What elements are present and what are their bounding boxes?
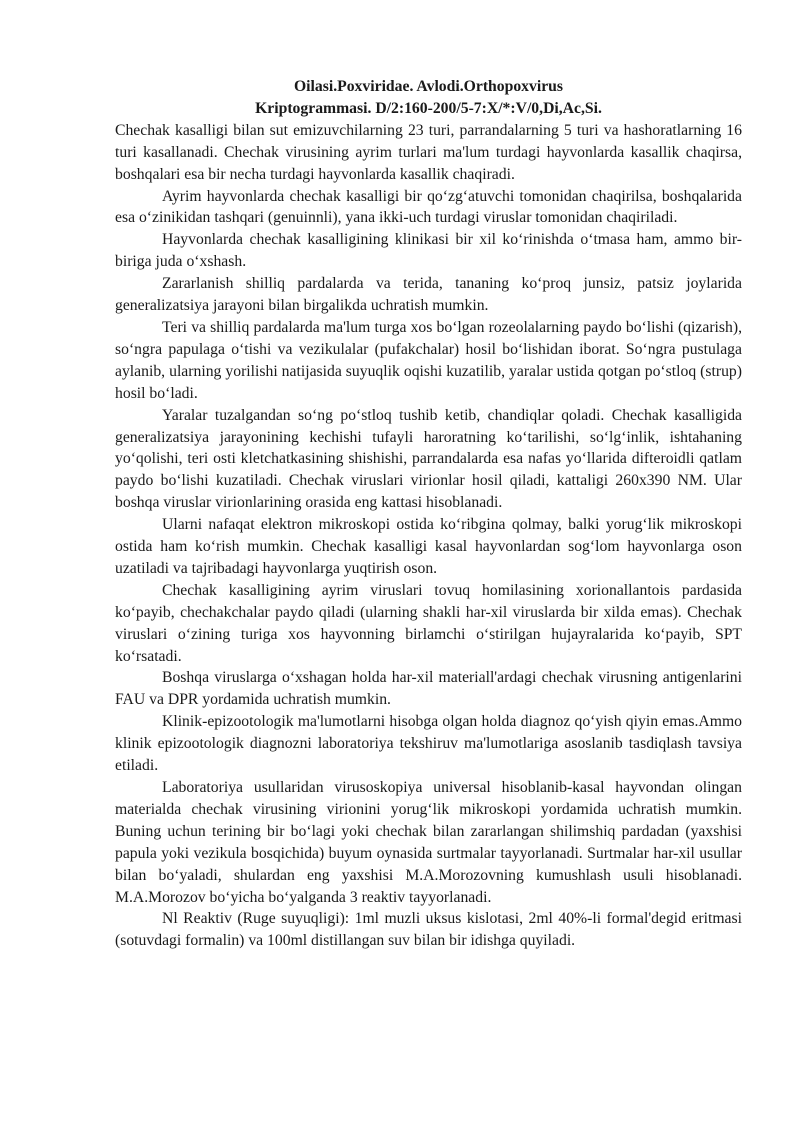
- paragraph-generalization: Yaralar tuzalgandan so‘ng po‘stloq tushib ketib, chandiqlar qoladi. Chechak kasalligida generalizatsiya jarayonining kechishi tufayli haroratning ko‘tarilishi, so‘lg‘inlik, ishtahaning yo‘qolishi, teri osti kletchatkasining shishishi, parrandalarda esa nafas yo‘llarida difteroidli qatlam paydo bo‘lishi kuzatiladi. Chechak viruslari virionlar hosil qiladi, kattaligi 260x390 NM. Ular boshqa viruslar virionlarining orasida eng kattasi hisoblanadi.: [115, 406, 742, 512]
- heading-family-genus: Oilasi.Poxviridae. Avlodi.Orthopoxvirus: [293, 78, 564, 95]
- paragraph-cultivation: Chechak kasalligining ayrim viruslari tovuq homilasining xorionallantois pardasida ko‘payib, chechakchalar paydo qiladi (ularning shakli har-xil viruslarda bir xilda emas). Chechak viruslari o‘zining turiga xos hayvonning birlamchi o‘stirilgan hujayralarida ko‘payib, SPT ko‘rsatadi.: [115, 581, 742, 665]
- paragraph-microscopy: Ularni nafaqat elektron mikroskopi ostida ko‘ribgina qolmay, balki yorug‘lik mikroskopi ostida ham ko‘rish mumkin. Chechak kasalligi kasal hayvonlardan sog‘lom hayvonlarga oson uzatiladi va tajribadagi hayvonlarga yuqtirish oson.: [115, 516, 742, 577]
- heading-cryptogram: Kriptogrammasi. D/2:160-200/5-7:X/*:V/0,Di,Ac,Si.: [255, 99, 602, 117]
- paragraph-intro: Chechak kasalligi bilan sut emizuvchilarning 23 turi, parrandalarning 5 turi va hashoratlarning 16 turi kasallanadi. Chechak virusining ayrim turlari ma'lum turdagi hayvonlarda kasallik chaqirsa, boshqalari esa bir necha turdagi hayvonlarda kasallik chaqiradi.: [115, 121, 742, 183]
- paragraph-stages: Teri va shilliq pardalarda ma'lum turga xos bo‘lgan rozeolalarning paydo bo‘lishi (qizarish), so‘ngra papulaga o‘tishi va vezikulalar (pufakchalar) hosil bo‘lishidan iborat. So‘ngra pustulaga aylanib, ularning yorilishi natijasida suyuqlik oqishi kuzatilib, yaralar ustida qotgan po‘stloq (strup) hosil bo‘ladi.: [115, 318, 742, 402]
- paragraph-clinic: Hayvonlarda chechak kasalligining klinikasi bir xil ko‘rinishda o‘tmasa ham, ammo bir-biriga juda o‘xshash.: [115, 231, 742, 271]
- document-page: [115, 76, 742, 952]
- paragraph-lesions: Zararlanish shilliq pardalarda va terida, tananing ko‘proq junsiz, patsiz joylarida generalizatsiya jarayoni bilan birgalikda uchratish mumkin.: [115, 275, 742, 315]
- paragraph-pathogens: Ayrim hayvonlarda chechak kasalligi bir qo‘zg‘atuvchi tomonidan chaqirilsa, boshqalarida esa o‘zinikidan tashqari (genuinnli), yana ikki-uch turdagi viruslar tomonidan chaqiriladi.: [115, 187, 742, 227]
- paragraph-virusoscopy: Laboratoriya usullaridan virusoskopiya universal hisoblanib-kasal hayvondan olingan materialda chechak virusining virionini yorug‘lik mikroskopi yordamida uchratish mumkin. Buning uchun terining bir bo‘lagi yoki chechak bilan zararlangan shilimshiq pardadan (yaxshisi papula yoki vezikula bosqichida) buyum oynasida surtmalar tayyorlanadi. Surtmalar har-xil usullar bilan bo‘yaladi, shulardan eng yaxshisi M.A.Morozovning kumushlash usuli hisoblanadi. M.A.Morozov bo‘yicha bo‘yalganda 3 reaktiv tayyorlanadi.: [115, 779, 742, 906]
- paragraph-reagent-one: Nl Reaktiv (Ruge suyuqligi): 1ml muzli uksus kislotasi, 2ml 40%-li formal'degid eritmasi (sotuvdagi formalin) va 100ml distillangan suv bilan bir idishga quyiladi.: [115, 910, 742, 950]
- paragraph-antigens: Boshqa viruslarga o‘xshagan holda har-xil materiall'ardagi chechak virusning antigenlarini FAU va DPR yordamida uchratish mumkin.: [115, 669, 742, 709]
- paragraph-diagnosis: Klinik-epizootologik ma'lumotlarni hisobga olgan holda diagnoz qo‘yish qiyin emas.Ammo klinik epizootologik diagnozni laboratoriya tekshiruv ma'lumotlariga asoslanib tasdiqlash tavsiya etiladi.: [115, 713, 742, 775]
